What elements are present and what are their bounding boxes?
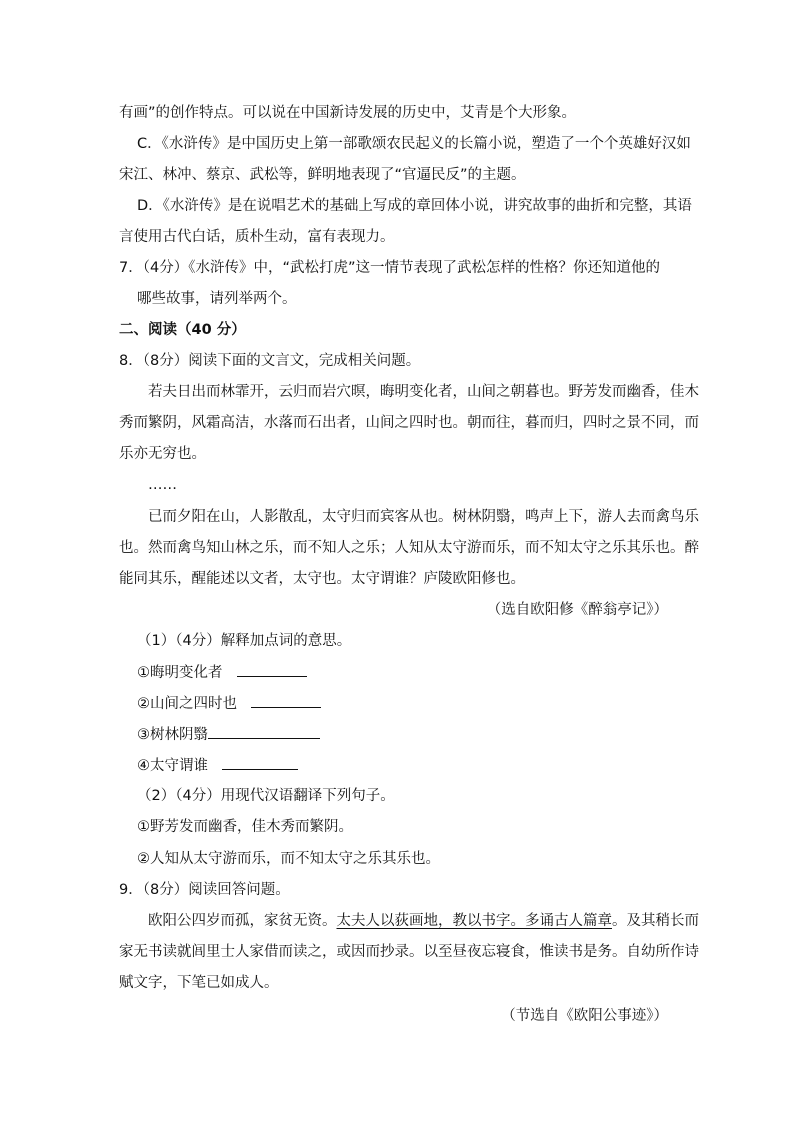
ellipsis: ……	[148, 477, 177, 493]
passage-line: 已而夕阳在山，人影散乱，太守归而宾客从也。树林阴翳，鸣声上下，游人去而禽鸟乐	[148, 509, 699, 525]
passage-line: 秀而繁阴，风霜高洁，水落而石出者，山间之四时也。朝而往，暮而归，四时之景不同，而	[119, 415, 699, 431]
question-7: 7．（4分）《水浒传》中，“武松打虎”这一情节表现了武松怎样的性格？你还知道他的	[119, 260, 660, 276]
passage-line: 若夫日出而林霏开，云归而岩穴暝，晦明变化者，山间之朝暮也。野芳发而幽香，佳木	[148, 384, 699, 400]
sub-question-2: （2）（4分）用现代汉语翻译下列句子。	[137, 788, 395, 804]
text-line: 有画”的创作特点。可以说在中国新诗发展的历史中，艾青是个大形象。	[119, 105, 577, 121]
question-7-cont: 哪些故事，请列举两个。	[137, 291, 297, 307]
passage-line: 家无书读就闾里士人家借而读之，或因而抄录。以至昼夜忘寝食，惟读书是务。自幼所作诗	[119, 944, 699, 960]
question-9: 9．（8分）阅读回答问题。	[119, 882, 290, 898]
underlined-text: 多诵古人篇章	[525, 913, 612, 929]
underlined-text: 太夫人以荻画地，教以书字。	[336, 913, 525, 929]
passage-line: 也。然而禽鸟知山林之乐，而不知人之乐；人知从太守游而乐，而不知太守之乐其乐也。醉	[119, 540, 699, 556]
option-c: C．《水浒传》是中国历史上第一部歌颂农民起义的长篇小说，塑造了一个个英雄好汉如	[137, 136, 691, 152]
passage-text: 。及其稍长而	[612, 913, 699, 929]
question-8: 8．（8分）阅读下面的文言文，完成相关问题。	[119, 353, 421, 369]
translate-item-1: ①野芳发而幽香，佳木秀而繁阴。	[137, 819, 353, 835]
answer-blank[interactable]	[251, 693, 321, 708]
option-d: D．《水浒传》是在说唱艺术的基础上写成的章回体小说，讲究故事的曲折和完整，其语	[137, 198, 692, 214]
answer-blank[interactable]	[222, 755, 298, 770]
passage-line: 赋文字，下笔已如成人。	[119, 975, 279, 991]
item-3-text: ③树林阴翳	[137, 727, 208, 743]
section-heading: 二、阅读（40 分）	[119, 322, 246, 338]
sub-question-1: （1）（4分）解释加点词的意思。	[137, 633, 352, 649]
answer-blank[interactable]	[208, 724, 320, 739]
item-2-text: ②山间之四时也	[137, 696, 237, 712]
passage-line	[148, 911, 699, 931]
item-3	[137, 724, 320, 745]
text-line: 言使用古代白话，质朴生动，富有表现力。	[119, 229, 395, 245]
passage-text: 欧阳公四岁而孤，家贫无资。	[148, 913, 337, 929]
translate-item-2: ②人知从太守游而乐，而不知太守之乐其乐也。	[137, 851, 440, 867]
answer-blank[interactable]	[237, 662, 307, 677]
item-1-text: ①晦明变化者	[137, 665, 223, 681]
item-2	[137, 693, 321, 714]
text-line: 宋江、林冲、蔡京、武松等，鲜明地表现了“官逼民反”的主题。	[119, 167, 526, 183]
item-4	[137, 755, 298, 776]
source-citation: （选自欧阳修《醉翁亭记》）	[486, 602, 668, 618]
source-citation: （节选自《欧阳公事迹》）	[501, 1008, 668, 1024]
passage-line: 能同其乐，醒能述以文者，太守也。太守谓谁？庐陵欧阳修也。	[119, 571, 525, 587]
passage-line: 乐亦无穷也。	[119, 446, 206, 462]
item-1	[137, 662, 307, 683]
item-4-text: ④太守谓谁	[137, 758, 208, 774]
